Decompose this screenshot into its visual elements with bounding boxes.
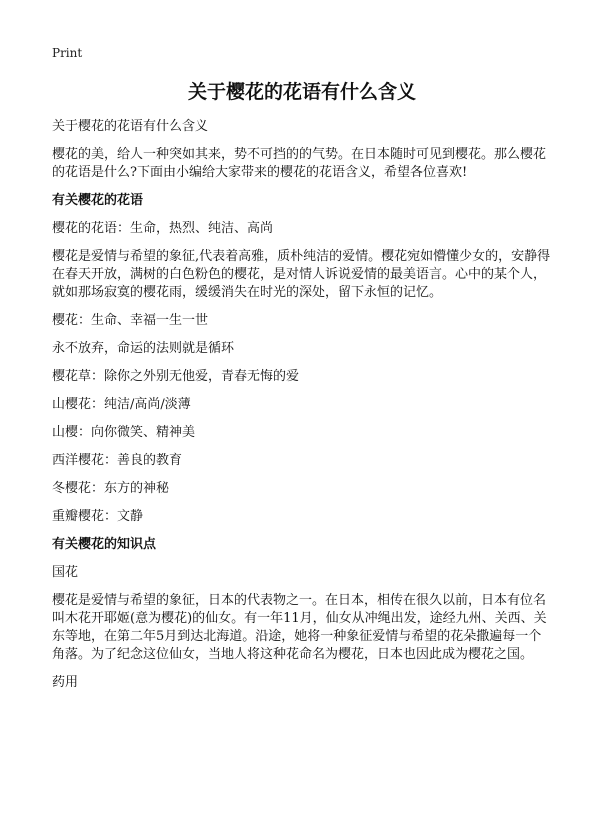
- paragraph: 樱花草：除你之外别无他爱，青春无悔的爱: [52, 369, 300, 384]
- intro-paragraph: 樱花的美，给人一种突如其来，势不可挡的的气势。在日本随时可见到樱花。那么樱花的花语是什么?下面由小编给大家带来的樱花的花语含义，希望各位喜欢!: [52, 147, 547, 180]
- section-heading-knowledge: 有关樱花的知识点: [52, 537, 157, 552]
- article-subtitle: 关于樱花的花语有什么含义: [52, 119, 209, 134]
- paragraph: 樱花是爱情与希望的象征,代表着高雅，质朴纯洁的爱情。樱花宛如懵懂少女的，安静得在春天开放，满树的白色粉色的樱花，是对情人诉说爱情的最美语言。心中的某个人，就如那场寂寞的樱花雨，缓缓消失在时光的深处，留下永恒的记忆。: [52, 249, 551, 300]
- paragraph: 西洋樱花：善良的教育: [52, 453, 183, 468]
- paragraph: 药用: [52, 675, 79, 690]
- paragraph: 樱花：生命、幸福一生一世: [52, 313, 209, 328]
- print-link[interactable]: Print: [52, 46, 83, 60]
- paragraph: 冬樱花：东方的神秘: [52, 481, 170, 496]
- article-body: [52, 118, 552, 702]
- section-heading-flower-language: 有关樱花的花语: [52, 193, 144, 208]
- paragraph: 樱花是爱情与希望的象征，日本的代表物之一。在日本，相传在很久以前，日本有位名叫木花开耶姬(意为樱花)的仙女。有一年11月，仙女从冲绳出发，途经九州、关西、关东等地，在第二年5月到达北海道。沿途，她将一种象征爱情与希望的花朵撒遍每一个角落。为了纪念这位仙女，当地人将这种花命名为樱花，日本也因此成为樱花之国。: [52, 593, 547, 662]
- paragraph: 山樱：向你微笑、精神美: [52, 425, 196, 440]
- paragraph: 山樱花：纯洁/高尚/淡薄: [52, 397, 191, 412]
- page-title: 关于樱花的花语有什么含义: [187, 81, 416, 103]
- paragraph: 重瓣樱花：文静: [52, 509, 144, 524]
- paragraph: 樱花的花语：生命，热烈、纯洁、高尚: [52, 221, 274, 236]
- paragraph: 国花: [52, 565, 79, 580]
- paragraph: 永不放弃，命运的法则就是循环: [52, 341, 235, 356]
